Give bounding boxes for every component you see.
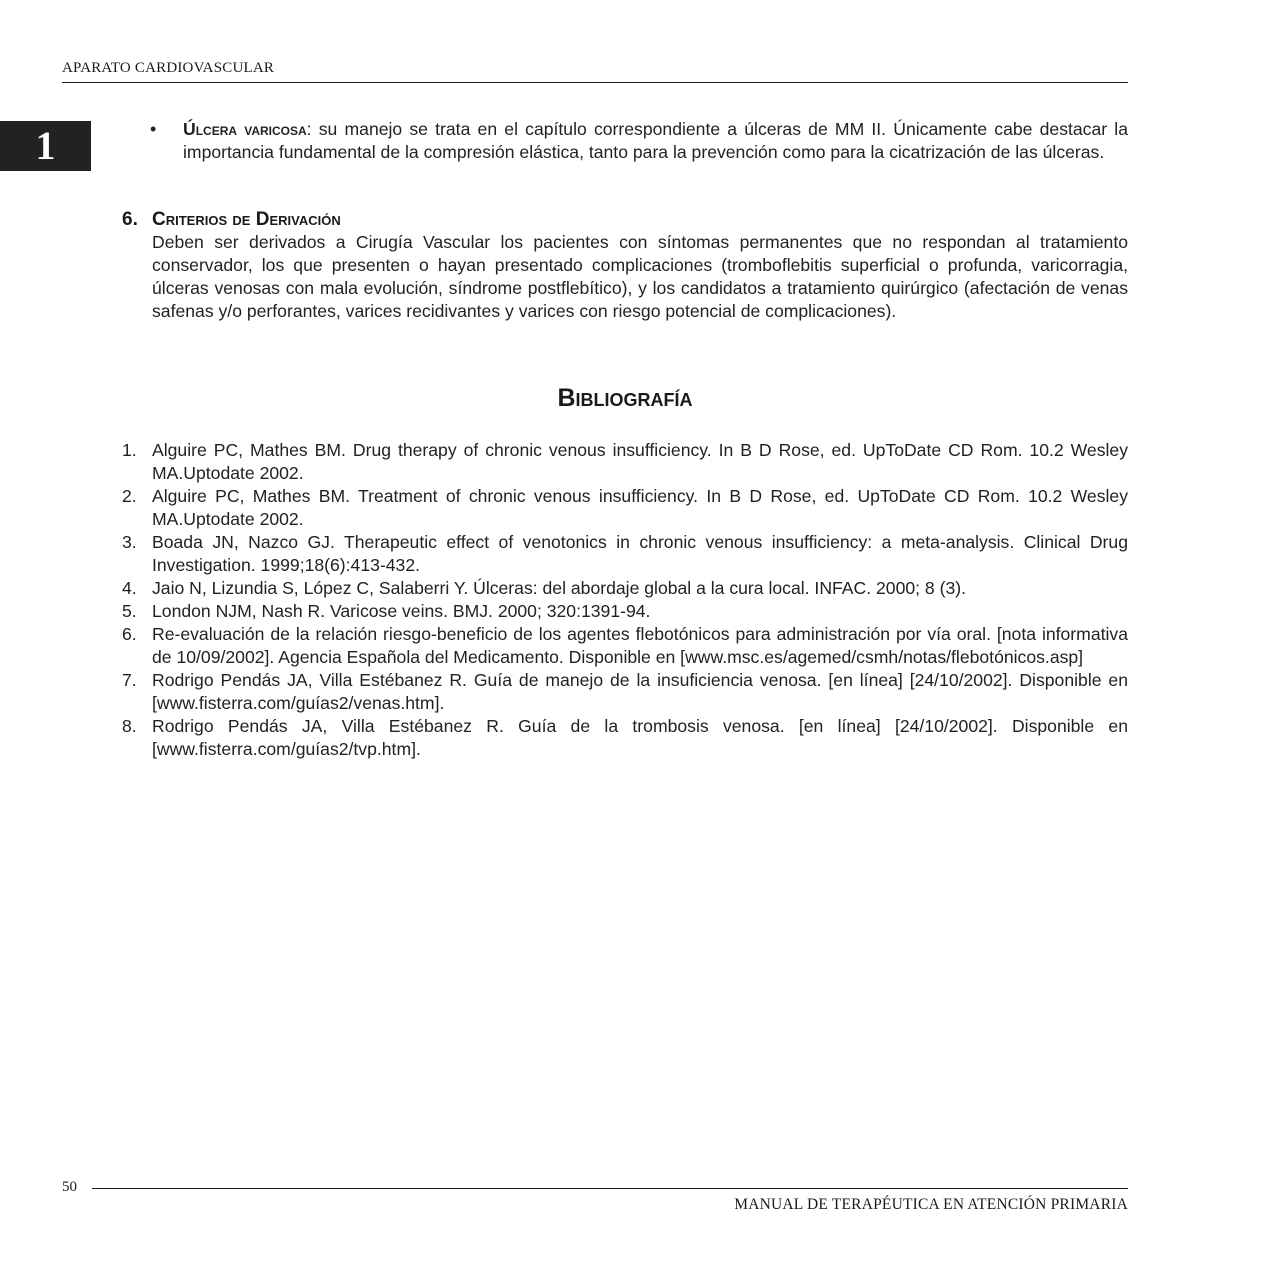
reference-text: Rodrigo Pendás JA, Villa Estébanez R. Guía de la trombosis venosa. [en línea] [24/10/2002]. Disponible en [www.fisterra.com/guías2/tvp.htm].: [152, 716, 1128, 759]
reference-item: [122, 439, 1128, 485]
bullet-icon: •: [150, 119, 157, 139]
section-criterios-derivacion: [122, 208, 1128, 323]
reference-number: 1.: [122, 440, 137, 460]
page-number: 50: [62, 1179, 77, 1195]
reference-item: [122, 531, 1128, 577]
bullet-item-ulcera: [150, 118, 1128, 164]
running-footer: MANUAL DE TERAPÉUTICA EN ATENCIÓN PRIMARIA: [734, 1196, 1128, 1213]
reference-item: [122, 485, 1128, 531]
reference-number: 3.: [122, 532, 137, 552]
reference-text: Rodrigo Pendás JA, Villa Estébanez R. Guía de manejo de la insuficiencia venosa. [en línea] [24/10/2002]. Disponible en [www.fisterra.com/guías2/venas.htm].: [152, 670, 1128, 713]
reference-text: London NJM, Nash R. Varicose veins. BMJ. 2000; 320:1391-94.: [152, 601, 651, 621]
section-number: 6.: [122, 209, 138, 230]
section-title: Criterios de Derivación: [152, 209, 341, 230]
header-rule: [62, 82, 1128, 83]
chapter-tab: 1: [0, 121, 91, 171]
reference-text: Re-evaluación de la relación riesgo-beneficio de los agentes flebotónicos para administración por vía oral. [nota informativa de 10/09/2002]. Agencia Española del Medicamento. Disponible en [www.msc.es/agemed/csmh/notas/flebotónicos.asp]: [152, 624, 1128, 667]
reference-text: Jaio N, Lizundia S, López C, Salaberri Y. Úlceras: del abordaje global a la cura local. INFAC. 2000; 8 (3).: [152, 578, 966, 598]
reference-number: 4.: [122, 578, 137, 598]
reference-item: [122, 715, 1128, 761]
section-heading: [122, 208, 1128, 232]
reference-item: [122, 600, 1128, 623]
running-header: APARATO CARDIOVASCULAR: [62, 60, 275, 76]
bullet-term: Úlcera varicosa: [183, 119, 307, 139]
reference-text: Alguire PC, Mathes BM. Treatment of chronic venous insufficiency. In B D Rose, ed. UpToDate CD Rom. 10.2 Wesley MA.Uptodate 2002.: [152, 486, 1128, 529]
reference-number: 6.: [122, 624, 137, 644]
reference-text: Boada JN, Nazco GJ. Therapeutic effect of venotonics in chronic venous insufficiency: a meta-analysis. Clinical Drug Investigation. 1999;18(6):413-432.: [152, 532, 1128, 575]
reference-number: 2.: [122, 486, 137, 506]
section-body: Deben ser derivados a Cirugía Vascular los pacientes con síntomas permanentes que no respondan al tratamiento conservador, los que presenten o hayan presentado complicaciones (tromboflebitis superficial o profunda, varicorragia, úlceras venosas con mala evolución, síndrome postflebítico), y los candidatos a tratamiento quirúrgico (afectación de venas safenas y/o perforantes, varices recidivantes y varices con riesgo potencial de complicaciones).: [152, 232, 1128, 321]
reference-list: [122, 439, 1128, 761]
reference-number: 5.: [122, 601, 137, 621]
bullet-paragraph: [183, 118, 1128, 164]
reference-item: [122, 669, 1128, 715]
reference-number: 7.: [122, 670, 137, 690]
bibliography-title: Bibliografía: [557, 384, 693, 412]
reference-number: 8.: [122, 716, 137, 736]
reference-item: [122, 623, 1128, 669]
reference-item: [122, 577, 1128, 600]
footer-rule: [92, 1188, 1128, 1189]
bullet-text: : su manejo se trata en el capítulo correspondiente a úlceras de MM II. Únicamente cabe destacar la importancia fundamental de la compresión elástica, tanto para la prevención como para la cicatrización de las úlceras.: [183, 119, 1128, 162]
reference-text: Alguire PC, Mathes BM. Drug therapy of chronic venous insufficiency. In B D Rose, ed. UpToDate CD Rom. 10.2 Wesley MA.Uptodate 2002.: [152, 440, 1128, 483]
